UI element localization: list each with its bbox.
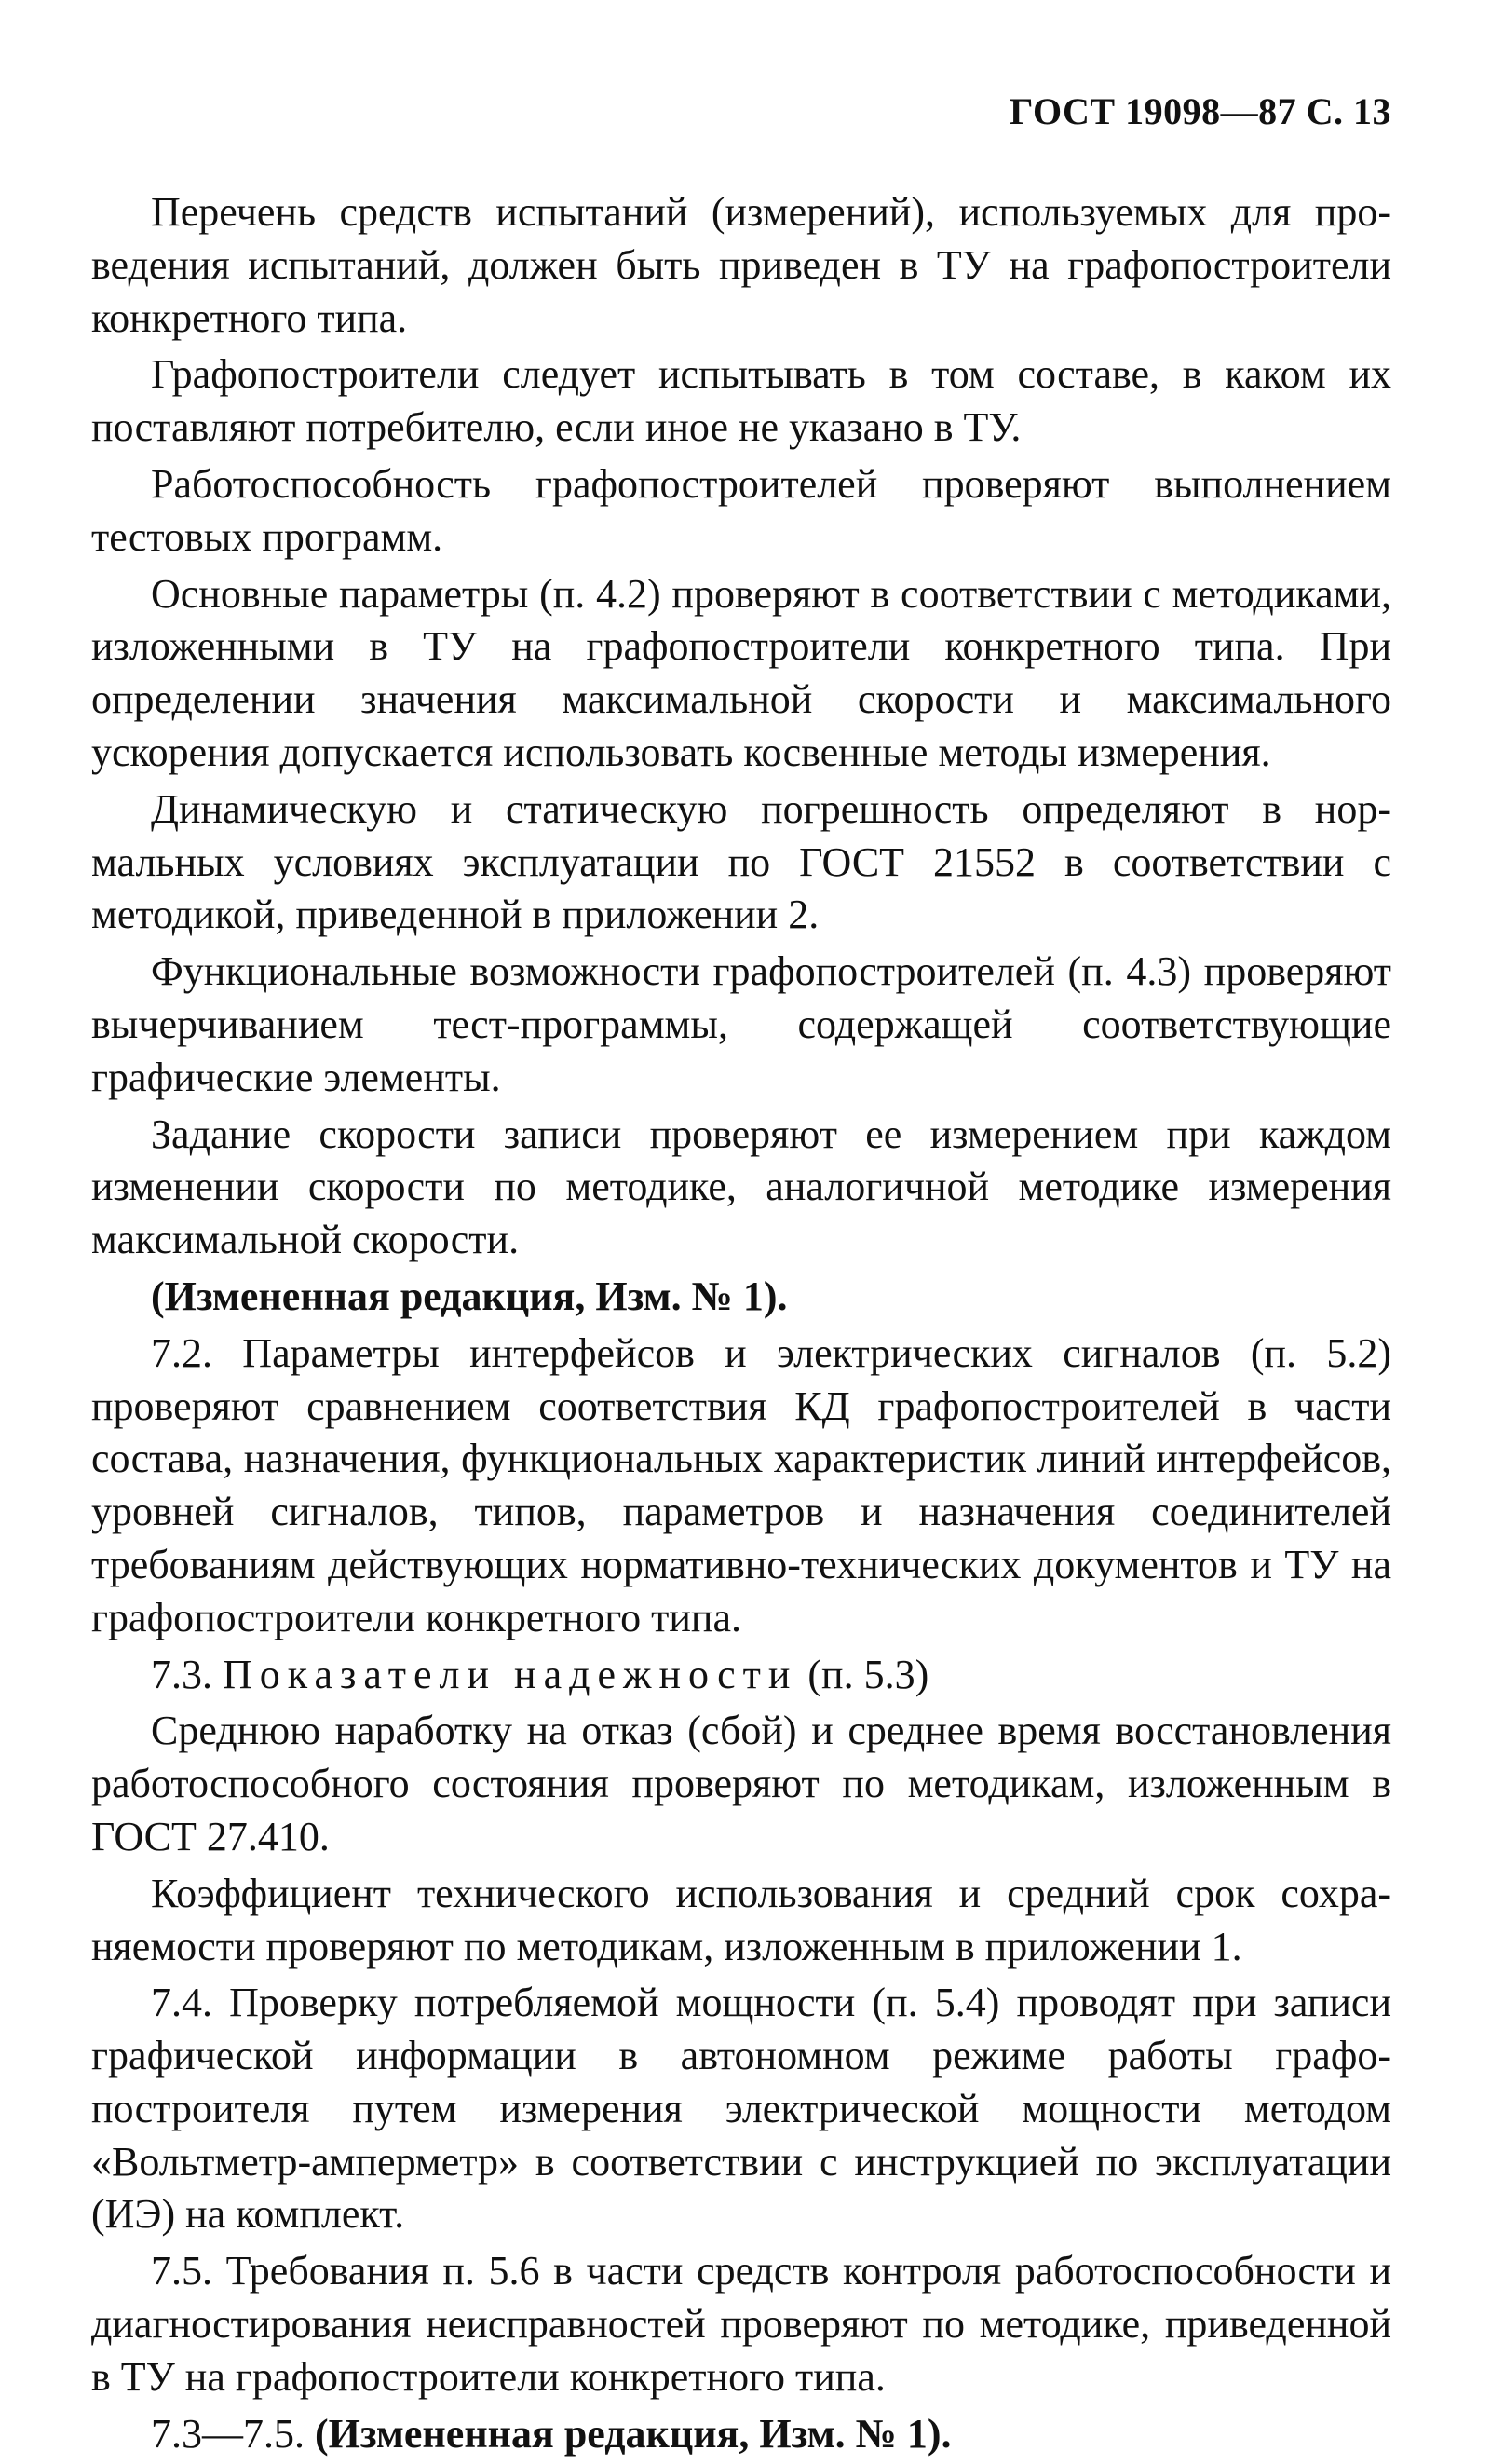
paragraph-amendment-7-3-7-5 (91, 2408, 1391, 2461)
paragraph-availability: Коэффициент технического использования и средний срок сохраняемости проверяют по методикам, изложенным в приложении 1. (91, 1870, 1391, 1969)
paragraph-speed-setting: Задание скорости записи проверяют ее измерением при каждом изменении скорости по методике, аналогичной методике измерения максимальной скорости. (91, 1110, 1391, 1263)
paragraph-7-4-power: 7.4. Проверку потребляемой мощности (п. 5.4) проводят при записи графической информации в автономном режиме работы графопостроителя путем измерения электрической мощности методом «Вольтметр-амперметр» в соответствии с инструкцией по эксплуатации (ИЭ) на комплект. (91, 1980, 1391, 2238)
paragraph-7-5-diagnostics: 7.5. Требования п. 5.6 в части средств контроля работоспособности и диагностирования неисправностей проверяют по методике, приведенной в ТУ на графопостроители конкретного типа. (91, 2248, 1391, 2400)
paragraph-main-parameters: Основные параметры (п. 4.2) проверяют в соответствии с методиками, изложенными в ТУ на графопостроители конкретного типа. При определении значения максимальной скорости и максимального ускорения допускается использовать косвенные методы измерения. (91, 570, 1391, 775)
paragraph-mtbf: Среднюю наработку на отказ (сбой) и среднее время восстановления работоспособного состояния проверяют по методикам, изложенным в ГОСТ 27.410. (91, 1708, 1391, 1859)
page-header: ГОСТ 19098—87 С. 13 (1009, 90, 1391, 132)
paragraph-test-equipment: Перечень средств испытаний (измерений), используемых для проведения испытаний, должен быть приведен в ТУ на графопостроители конкретного типа. (91, 189, 1391, 341)
paragraph-7-3-heading (91, 1649, 1391, 1702)
paragraph-7-2-interfaces: 7.2. Параметры интерфейсов и электрических сигналов (п. 5.2) проверяют сравнением соответствия КД графопостроителей в части состава, назначения, функциональных характеристик линий интерфейсов, уровней сигналов, типов, параметров и назначения соединителей требованиям действующих нормативно-технических документов и ТУ на графопостроители конкретного типа. (91, 1329, 1391, 1640)
section-title-spaced: Показатели надежности (223, 1651, 798, 1697)
paragraph-test-composition: Графопостроители следует испытывать в том составе, в каком их поставляют потребителю, если иное не указано в ТУ. (91, 351, 1391, 451)
amendment-note: (Измененная редакция, Изм. № 1). (151, 1273, 788, 1319)
paragraph-error-check: Динамическую и статическую погрешность определяют в нормальных условиях эксплуатации по ГОСТ 21552 в соответствии с методикой, приведенной в приложении 2. (91, 785, 1391, 938)
paragraph-operability: Работоспособность графопостроителей проверяют выполнением тестовых программ. (91, 460, 1391, 560)
document-body (91, 186, 1391, 2464)
section-range: 7.3—7.5. (151, 2410, 305, 2457)
amendment-note-bold: (Измененная редакция, Изм. № 1). (315, 2410, 952, 2457)
section-number: 7.3. (151, 1651, 212, 1697)
section-reference: (п. 5.3) (807, 1651, 929, 1697)
paragraph-functional-capabilities: Функциональные возможности графопостроителей (п. 4.3) проверяют вычерчиванием тест-программы, содержащей соответствующие графические элементы. (91, 948, 1391, 1100)
